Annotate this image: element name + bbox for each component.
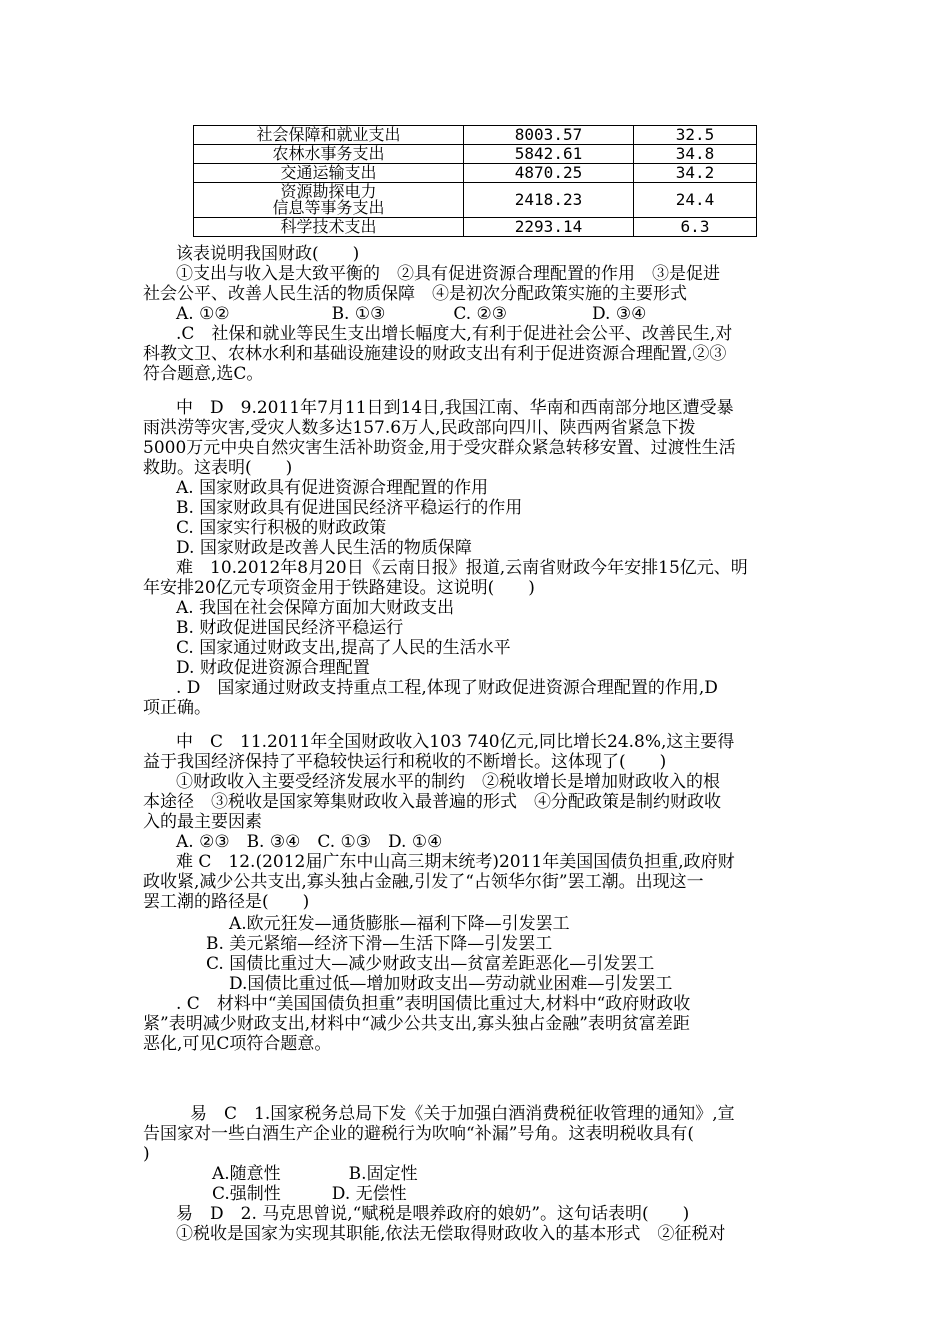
table-cell-growth: 24.4: [634, 183, 757, 218]
explanation-line: 符合题意,选C。: [143, 364, 264, 384]
question-options-line: 入的最主要因素: [143, 812, 262, 832]
answer-option: C. 国家通过财政支出,提高了人民的生活水平: [176, 638, 511, 658]
question-stem: 难 10.2012年8月20日《云南日报》报道,云南省财政今年安排15亿元、明: [176, 558, 748, 578]
table-cell-item: 社会保障和就业支出: [194, 126, 464, 145]
question-stem: 雨洪涝等灾害,受灾人数多达157.6万人,民政部向四川、陕西两省紧急下拨: [143, 418, 696, 438]
table-row: [194, 218, 757, 237]
question-stem: ): [143, 1144, 150, 1164]
question-stem: 5000万元中央自然灾害生活补助资金,用于受灾群众紧急转移安置、过渡性生活: [143, 438, 736, 458]
table-row: [194, 145, 757, 164]
table-row: [194, 164, 757, 183]
answer-option: B. 国家财政具有促进国民经济平稳运行的作用: [176, 498, 523, 518]
question-stem: 救助。这表明( ): [143, 458, 293, 478]
answer-option: C. 国家实行积极的财政政策: [176, 518, 387, 538]
explanation-line: . D 国家通过财政支持重点工程,体现了财政促进资源合理配置的作用,D: [176, 678, 718, 698]
table-cell-growth: 6.3: [634, 218, 757, 237]
table-cell-amount: 5842.61: [464, 145, 634, 164]
table-cell-growth: 32.5: [634, 126, 757, 145]
question-stem: 年安排20亿元专项资金用于铁路建设。这说明( ): [143, 578, 535, 598]
table-cell-item: [194, 183, 464, 218]
table-cell-item: 科学技术支出: [194, 218, 464, 237]
table-row: [194, 126, 757, 145]
table-cell-item: 农林水事务支出: [194, 145, 464, 164]
table-cell-item: 交通运输支出: [194, 164, 464, 183]
answer-choices: A. ①② B. ①③ C. ②③ D. ③④: [176, 304, 647, 324]
question-options-line: ①税收是国家为实现其职能,依法无偿取得财政收入的基本形式 ②征税对: [176, 1224, 726, 1244]
explanation-line: 恶化,可见C项符合题意。: [143, 1034, 332, 1054]
answer-option: D. 财政促进资源合理配置: [176, 658, 370, 678]
question-stem: 政收紧,减少公共支出,寡头独占金融,引发了“占领华尔街”罢工潮。出现这一: [143, 872, 704, 892]
answer-option: A. 我国在社会保障方面加大财政支出: [176, 598, 455, 618]
answer-option: D.国债比重过低—增加财政支出—劳动就业困难—引发罢工: [229, 974, 673, 994]
explanation-line: 项正确。: [143, 698, 211, 718]
answer-choices: A.随意性 B.固定性: [212, 1164, 418, 1184]
table-cell-amount: 4870.25: [464, 164, 634, 183]
question-stem: 易 C 1.国家税务总局下发《关于加强白酒消费税征收管理的通知》,宣: [190, 1104, 735, 1124]
question-stem: 难 C 12.(2012届广东中山高三期末统考)2011年美国国债负担重,政府财: [176, 852, 735, 872]
question-options-line: 本途径 ③税收是国家筹集财政收入最普遍的形式 ④分配政策是制约财政收: [143, 792, 721, 812]
table-cell-amount: 2418.23: [464, 183, 634, 218]
fiscal-expenditure-table: [193, 125, 757, 237]
explanation-line: .C 社保和就业等民生支出增长幅度大,有利于促进社会公平、改善民生,对: [176, 324, 733, 344]
explanation-line: 科教文卫、农林水利和基础设施建设的财政支出有利于促进资源合理配置,②③: [143, 344, 727, 364]
explanation-line: . C 材料中“美国国债负担重”表明国债比重过大,材料中“政府财政收: [176, 994, 691, 1014]
answer-choices: A. ②③ B. ③④ C. ①③ D. ①④: [176, 832, 443, 852]
question-stem: 中 D 9.2011年7月11日到14日,我国江南、华南和西南部分地区遭受暴: [176, 398, 734, 418]
question-options-line: 社会公平、改善人民生活的物质保障 ④是初次分配政策实施的主要形式: [143, 284, 687, 304]
question-stem: 告国家对一些白酒生产企业的避税行为吹响“补漏”号角。这表明税收具有(: [143, 1124, 695, 1144]
answer-option: B. 财政促进国民经济平稳运行: [176, 618, 404, 638]
answer-option: C. 国债比重过大—减少财政支出—贫富差距恶化—引发罢工: [206, 954, 655, 974]
table-cell-amount: 2293.14: [464, 218, 634, 237]
question-options-line: ①支出与收入是大致平衡的 ②具有促进资源合理配置的作用 ③是促进: [176, 264, 720, 284]
table-row: [194, 183, 757, 218]
table-cell-amount: 8003.57: [464, 126, 634, 145]
question-options-line: ①财政收入主要受经济发展水平的制约 ②税收增长是增加财政收入的根: [176, 772, 720, 792]
question-stem: 该表说明我国财政( ): [176, 244, 360, 264]
answer-option: D. 国家财政是改善人民生活的物质保障: [176, 538, 472, 558]
table-cell-item-line2: 信息等事务支出: [272, 198, 385, 217]
answer-option: B. 美元紧缩—经济下滑—生活下降—引发罢工: [206, 934, 553, 954]
table-cell-item-line1: 资源勘探电力: [280, 182, 377, 201]
table-cell-growth: 34.8: [634, 145, 757, 164]
question-stem: 易 D 2. 马克思曾说,“赋税是喂养政府的娘奶”。这句话表明( ): [176, 1204, 690, 1224]
table-cell-growth: 34.2: [634, 164, 757, 183]
question-stem: 益于我国经济保持了平稳较快运行和税收的不断增长。这体现了( ): [143, 752, 667, 772]
answer-choices: C.强制性 D. 无偿性: [212, 1184, 407, 1204]
question-stem: 中 C 11.2011年全国财政收入103 740亿元,同比增长24.8%,这主要得: [176, 732, 735, 752]
answer-option: A.欧元狂发—通货膨胀—福利下降—引发罢工: [229, 914, 570, 934]
question-stem: 罢工潮的路径是( ): [143, 892, 310, 912]
explanation-line: 紧”表明减少财政支出,材料中“减少公共支出,寡头独占金融”表明贫富差距: [143, 1014, 690, 1034]
answer-option: A. 国家财政具有促进资源合理配置的作用: [176, 478, 489, 498]
